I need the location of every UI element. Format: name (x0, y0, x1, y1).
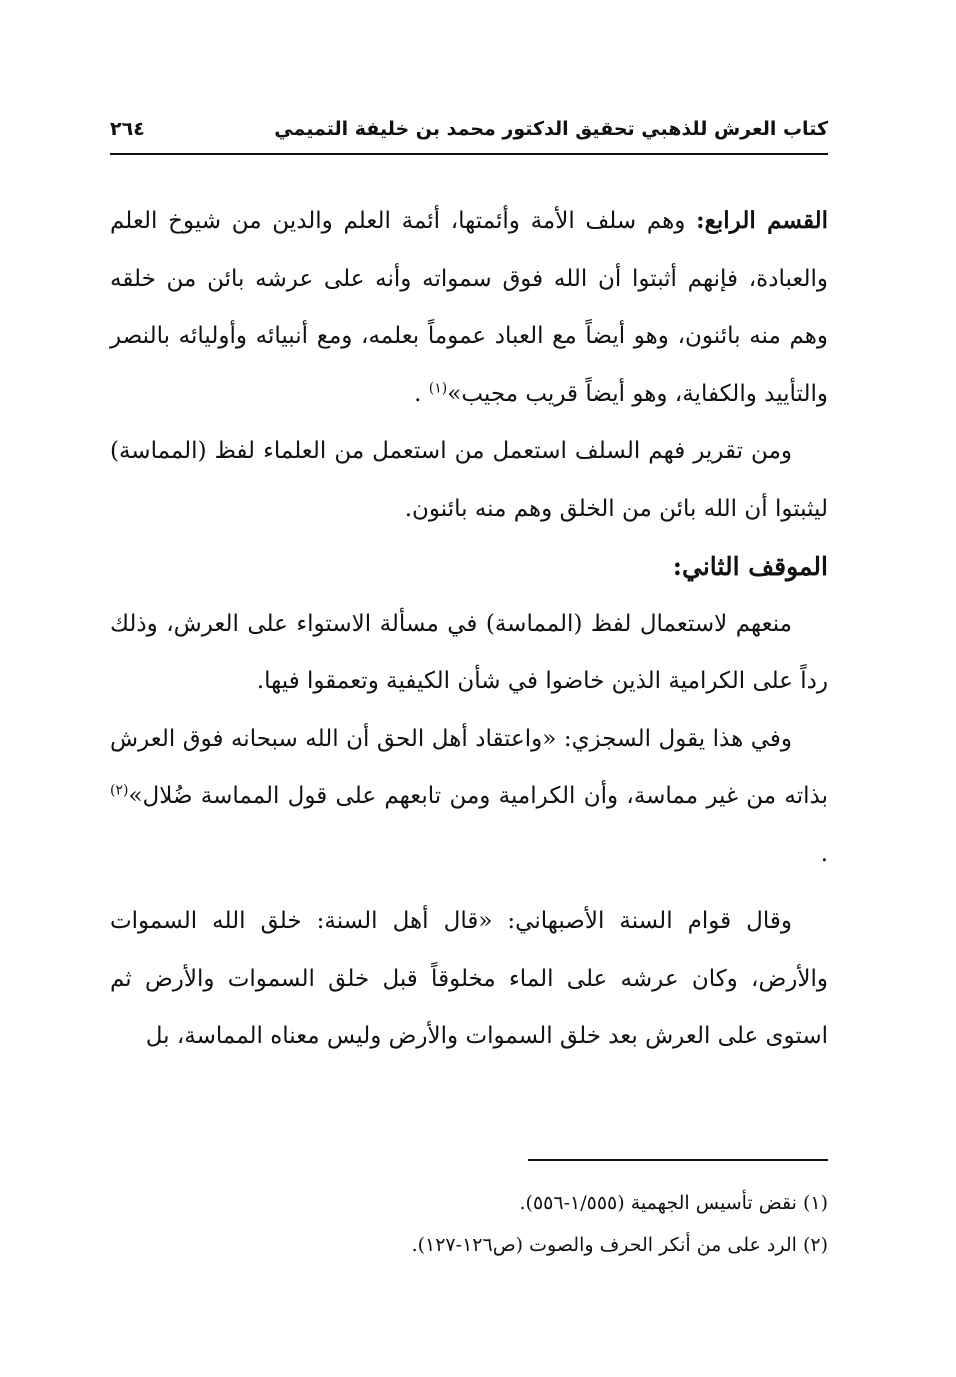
paragraph-fourth-section (110, 192, 828, 423)
main-text (110, 192, 828, 1066)
sentence-end: . (820, 840, 828, 867)
paragraph-salaf: ومن تقرير فهم السلف استعمل من استعمل من العلماء لفظ (المماسة) ليثبتوا أن الله بائن من الخلق وهم منه بائنون. (110, 438, 828, 522)
footnote-ref-1: (١) (428, 379, 448, 396)
paragraph-text: وهم سلف الأمة وأئمتها، أئمة العلم والدين من شيوخ العلم والعبادة، فإنهم أثبتوا أن الله فوق سمواته وأنه على عرشه بائن من خلقه وهم منه بائنون، وهو أيضاً مع العباد عموماً بعلمه، ومع أنبيائه وأوليائه بالنصر والتأييد والكفاية، وهو أيضاً قريب مجيب» (110, 208, 828, 407)
footnotes (110, 1182, 828, 1266)
sentence-end: . (414, 380, 422, 407)
section-lead: القسم الرابع: (696, 207, 829, 234)
paragraph-asbahani-quote: وقال قوام السنة الأصبهاني: «قال أهل السنة: خلق الله السموات والأرض، وكان عرشه على الماء مخلوقاً قبل خلق السموات والأرض ثم استوى على العرش بعد خلق السموات والأرض وليس معناه المماسة، بل (110, 908, 828, 1049)
footnote-rule (528, 1159, 828, 1161)
paragraph-sijzi-quote (110, 711, 828, 884)
header-title: كتاب العرش للذهبي تحقيق الدكتور محمد بن خليفة التميمي (274, 118, 828, 140)
footnote-2: (٢) الرد على من أنكر الحرف والصوت (ص١٢٦-١٢٧). (411, 1234, 828, 1256)
footnote-1: (١) نقض تأسيس الجهمية (١/٥٥٥-٥٥٦). (519, 1192, 828, 1214)
header-rule (110, 153, 828, 155)
section-heading: الموقف الثاني: (672, 552, 828, 581)
running-header (110, 112, 828, 152)
paragraph-text: وفي هذا يقول السجزي: «واعتقاد أهل الحق أن الله سبحانه فوق العرش بذاته من غير مماسة، وأن الكرامية ومن تابعهم على قول المماسة ضُلال» (110, 725, 828, 809)
footnote-ref-2: (٢) (110, 782, 129, 799)
paragraph-gap (110, 883, 828, 893)
paragraph-prohibition: منعهم لاستعمال لفظ (المماسة) في مسألة الاستواء على العرش، وذلك رداً على الكرامية الذين خاضوا في شأن الكيفية وتعمقوا فيها. (110, 610, 828, 694)
page-number: ٢٦٤ (110, 118, 145, 140)
